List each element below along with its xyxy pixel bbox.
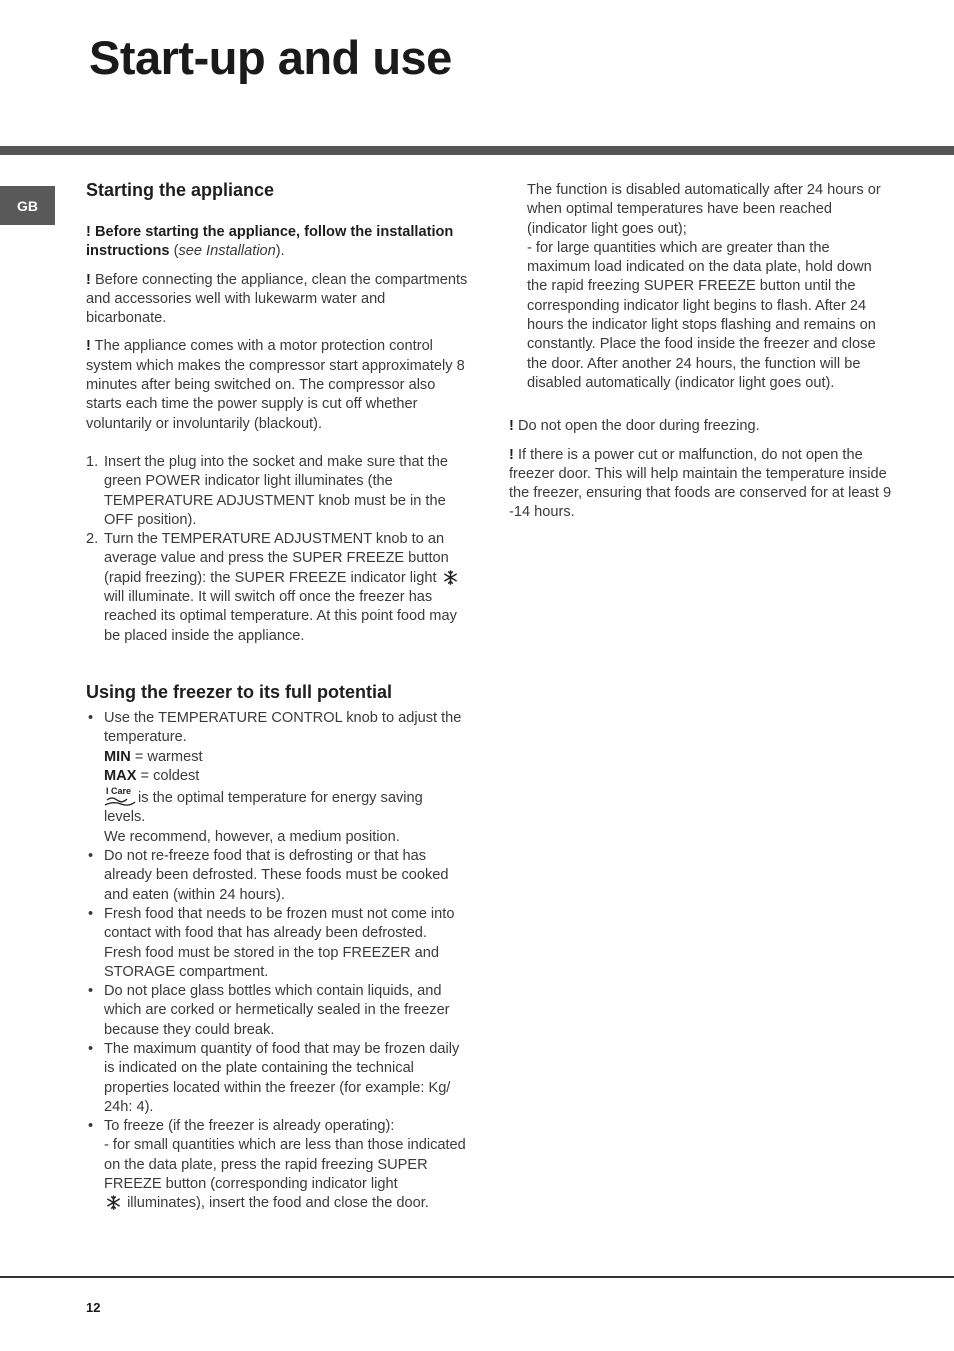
note-installation: ! Before starting the appliance, follow the installation instructions (see Installation). bbox=[86, 224, 454, 260]
list-item bbox=[86, 709, 468, 847]
warning-mark: ! bbox=[86, 224, 91, 240]
list-item bbox=[86, 1117, 468, 1213]
bullet-mark: • bbox=[88, 848, 94, 865]
note-cleaning-text: Before connecting the appliance, clean the compartments and accessories well with lukewarm water and bicarbonate. bbox=[86, 271, 468, 327]
warning-mark: ! bbox=[86, 271, 91, 288]
max-text: = coldest bbox=[140, 767, 200, 784]
list-item bbox=[86, 1040, 468, 1117]
warning-door bbox=[509, 417, 893, 436]
min-label: MIN bbox=[104, 748, 131, 765]
list-item bbox=[86, 847, 468, 905]
warning-mark: ! bbox=[86, 338, 91, 355]
tip-text: Do not re-freeze food that is defrosting or that has already been defrosted. These foods must be cooked and eaten (within 24 hours). bbox=[104, 848, 449, 903]
icare-label: I Care bbox=[106, 786, 132, 797]
step-text: Insert the plug into the socket and make sure that the green POWER indicator light illuminates (the TEMPERATURE ADJUSTMENT knob must be in the OFF position). bbox=[104, 453, 448, 528]
list-item bbox=[86, 905, 468, 982]
bullet-mark: • bbox=[88, 709, 94, 726]
step-text-continued: will illuminate. It will switch off once the freezer has reached its optimal temperature. At this point food may be placed inside the appliance. bbox=[104, 589, 457, 644]
step-number: 2. bbox=[86, 531, 99, 548]
header-divider-bar bbox=[0, 146, 954, 155]
startup-step bbox=[86, 453, 468, 530]
continuation-text: The function is disabled automatically after 24 hours or when optimal temperatures have been reached (indicator light goes out); bbox=[527, 182, 881, 237]
tip-text: Use the TEMPERATURE CONTROL knob to adjust the temperature. bbox=[104, 709, 462, 746]
freezer-tips-list bbox=[86, 709, 468, 1214]
footer-rule bbox=[0, 1276, 954, 1278]
bullet-mark: • bbox=[88, 1040, 94, 1057]
page-number: 12 bbox=[86, 1300, 101, 1315]
note-installation-ref: see Installation bbox=[178, 243, 276, 260]
note-cleaning bbox=[86, 271, 468, 329]
bullet-mark: • bbox=[88, 983, 94, 1000]
language-tab: GB bbox=[0, 186, 55, 225]
tip-text: The maximum quantity of food that may be frozen daily is indicated on the plate containing the technical properties located within the freezer (for example: Kg/ 24h: 4). bbox=[104, 1040, 460, 1115]
snowflake-icon bbox=[443, 570, 458, 585]
note-installation-bold: Before starting the appliance, follow the installation instructions bbox=[86, 224, 454, 260]
max-label: MAX bbox=[104, 767, 137, 784]
small-quantity-text-continued: illuminates), insert the food and close the door. bbox=[127, 1195, 429, 1212]
step-number: 1. bbox=[86, 453, 99, 470]
tip-text: To freeze (if the freezer is already operating): bbox=[104, 1118, 395, 1135]
left-column bbox=[86, 178, 468, 1214]
warning-door-text: Do not open the door during freezing. bbox=[517, 418, 760, 435]
list-item bbox=[86, 982, 468, 1040]
step-text: Turn the TEMPERATURE ADJUSTMENT knob to an average value and press the SUPER FREEZE button (rapid freezing): the SUPER FREEZE indicator light bbox=[104, 531, 449, 586]
min-text: = warmest bbox=[134, 748, 203, 765]
warning-power-cut-text: If there is a power cut or malfunction, do not open the freezer door. This will help maintain the temperature inside the freezer, ensuring that foods are conserved for at least 9 -14 hours. bbox=[509, 446, 892, 521]
startup-step bbox=[86, 530, 468, 646]
tip-text: Do not place glass bottles which contain liquids, and which are corked or hermetically sealed in the freezer because they could break. bbox=[104, 983, 450, 1038]
freeze-continuation bbox=[509, 181, 893, 393]
right-column bbox=[509, 181, 893, 523]
note-motor-protection bbox=[86, 337, 468, 433]
startup-steps bbox=[86, 453, 468, 646]
icare-icon bbox=[104, 786, 136, 808]
small-quantity-text: - for small quantities which are less than those indicated on the data plate, press the rapid freezing SUPER FREEZE button (corresponding indicator light bbox=[104, 1137, 466, 1193]
large-quantity-text: - for large quantities which are greater than the maximum load indicated on the data plate, hold down the rapid freezing SUPER FREEZE button until the corresponding indicator light begins to flash. After 24 hours the indicator light stops flashing and remains on constantly. Place the food inside the freezer and close the door. After another 24 hours, the function will be disabled automatically (indicator light goes out). bbox=[527, 239, 876, 391]
icare-text: is the optimal temperature for energy saving levels. bbox=[104, 790, 423, 826]
warning-mark: ! bbox=[509, 418, 514, 435]
bullet-mark: • bbox=[88, 1118, 94, 1135]
bullet-mark: • bbox=[88, 905, 94, 922]
warning-mark: ! bbox=[509, 446, 514, 463]
section-heading-starting: Starting the appliance bbox=[86, 180, 275, 200]
tip-text: Fresh food that needs to be frozen must not come into contact with food that has already been defrosted. Fresh food must be stored in the top FREEZER and STORAGE compartment. bbox=[104, 905, 455, 980]
section-heading-freezer: Using the freezer to its full potential bbox=[86, 681, 393, 702]
snowflake-icon bbox=[106, 1195, 121, 1210]
page-title: Start-up and use bbox=[89, 31, 452, 84]
note-motor-protection-text: The appliance comes with a motor protection control system which makes the compressor start approximately 8 minutes after being switched on. The compressor also starts each time the power supply is cut off whether voluntarily or involuntarily (blackout). bbox=[86, 338, 465, 432]
warning-power-cut bbox=[509, 446, 893, 523]
recommend-text: We recommend, however, a medium position. bbox=[104, 828, 400, 845]
